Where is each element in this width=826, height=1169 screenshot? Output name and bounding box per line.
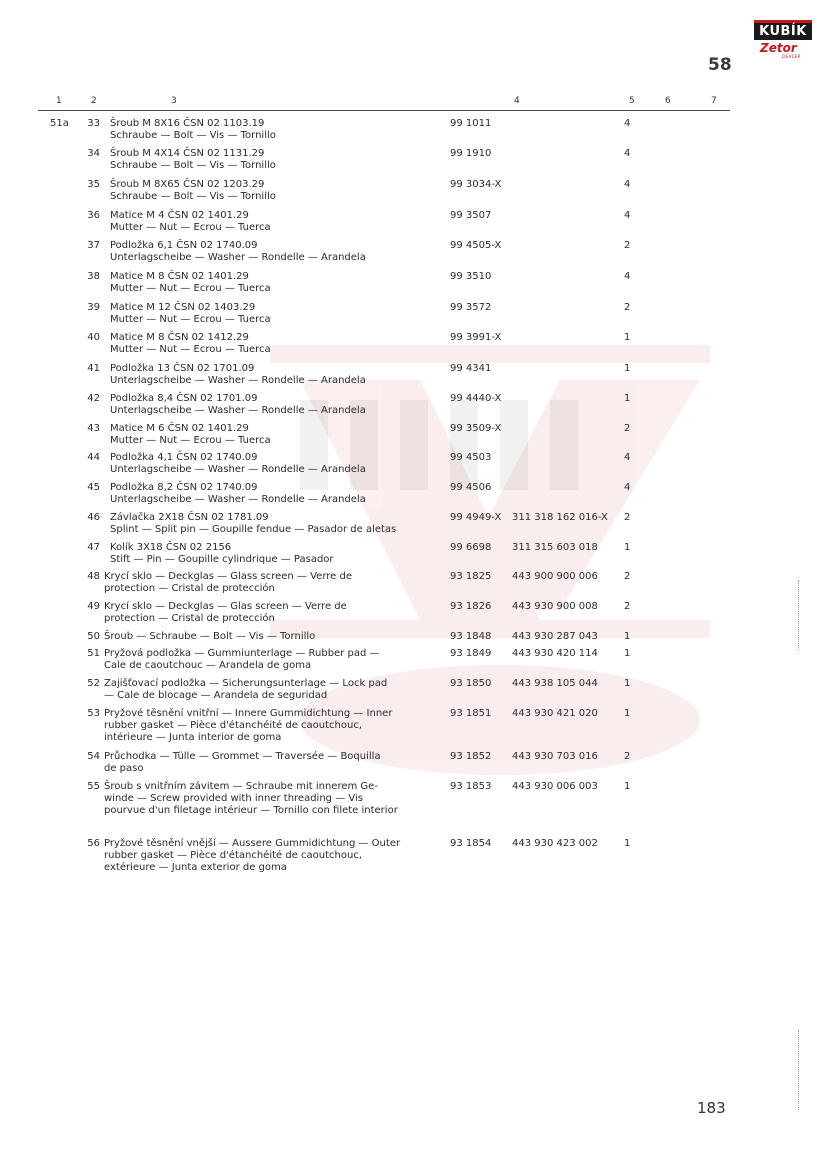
- part-number: 93 1854: [450, 838, 492, 849]
- part-description: [110, 302, 440, 326]
- alt-part-number: 443 930 420 114: [512, 648, 598, 659]
- description-line: extérieure — Junta exterior de goma: [104, 862, 287, 873]
- quantity: 2: [624, 571, 631, 582]
- position-number: 51: [87, 648, 100, 659]
- quantity: 1: [624, 678, 631, 689]
- part-number: 99 1910: [450, 148, 492, 159]
- alt-part-number: 443 930 900 008: [512, 601, 598, 612]
- part-description: [110, 179, 440, 203]
- description-line: Zajišťovací podložka — Sicherungsunterlage — Lock pad: [104, 678, 388, 689]
- part-description: [110, 423, 440, 447]
- part-number: 93 1826: [450, 601, 492, 612]
- description-line: Splint — Split pin — Goupille fendue — Pasador de aletas: [110, 524, 397, 535]
- alt-part-number: 443 930 006 003: [512, 781, 598, 792]
- description-line: Cale de caoutchouc — Arandela de goma: [104, 660, 312, 671]
- position-number: 36: [87, 210, 100, 221]
- position-number: 33: [87, 118, 100, 129]
- part-description: [104, 678, 434, 702]
- quantity: 2: [624, 601, 631, 612]
- alt-part-number: 311 318 162 016-X: [512, 512, 608, 523]
- part-description: [110, 393, 440, 417]
- column-number: 5: [629, 96, 635, 106]
- quantity: 2: [624, 512, 631, 523]
- part-number: 99 4503: [450, 452, 492, 463]
- column-number: 2: [91, 96, 97, 106]
- description-line: Šroub M 4X14 ČSN 02 1131.29: [110, 148, 265, 159]
- column-number: 6: [665, 96, 671, 106]
- description-line: Schraube — Bolt — Vis — Tornillo: [110, 191, 276, 202]
- description-line: — Cale de blocage — Arandela de seguridad: [104, 690, 328, 701]
- part-description: [110, 482, 440, 506]
- quantity: 4: [624, 271, 631, 282]
- part-number: 93 1848: [450, 631, 492, 642]
- description-line: pourvue d'un filetage intérieur — Tornillo con filete interior: [104, 805, 398, 816]
- page-number-top: 58: [708, 55, 732, 75]
- quantity: 1: [624, 781, 631, 792]
- description-line: protection — Cristal de protección: [104, 583, 275, 594]
- part-number: 93 1850: [450, 678, 492, 689]
- position-number: 38: [87, 271, 100, 282]
- alt-part-number: 443 930 703 016: [512, 751, 598, 762]
- description-line: Kolík 3X18 ČSN 02 2156: [110, 542, 232, 553]
- part-number: 99 3507: [450, 210, 492, 221]
- description-line: Krycí sklo — Deckglas — Glas screen — Verre de: [104, 601, 347, 612]
- position-number: 47: [87, 542, 100, 553]
- description-line: Unterlagscheibe — Washer — Rondelle — Arandela: [110, 494, 366, 505]
- description-line: de paso: [104, 763, 144, 774]
- alt-part-number: 311 315 603 018: [512, 542, 598, 553]
- description-line: Šroub s vnitřním závitem — Schraube mit innerem Ge-: [104, 781, 378, 792]
- description-line: Mutter — Nut — Ecrou — Tuerca: [110, 435, 271, 446]
- position-number: 40: [87, 332, 100, 343]
- part-description: [104, 571, 434, 595]
- position-number: 52: [87, 678, 100, 689]
- description-line: Šroub M 8X16 ČSN 02 1103.19: [110, 118, 265, 129]
- part-number: 99 3991-X: [450, 332, 502, 343]
- part-number: 99 3510: [450, 271, 492, 282]
- alt-part-number: 443 930 421 020: [512, 708, 598, 719]
- description-line: Podložka 13 ČSN 02 1701.09: [110, 363, 255, 374]
- part-description: [110, 452, 440, 476]
- part-description: [110, 240, 440, 264]
- position-number: 50: [87, 631, 100, 642]
- description-line: winde — Screw provided with inner threading — Vis: [104, 793, 363, 804]
- description-line: Unterlagscheibe — Washer — Rondelle — Arandela: [110, 405, 366, 416]
- quantity: 2: [624, 240, 631, 251]
- description-line: Mutter — Nut — Ecrou — Tuerca: [110, 344, 271, 355]
- description-line: intérieure — Junta interior de goma: [104, 732, 282, 743]
- group-code: 51a: [50, 118, 69, 129]
- logo-tagline: DEALER: [782, 54, 801, 59]
- description-line: Schraube — Bolt — Vis — Tornillo: [110, 160, 276, 171]
- description-line: Podložka 8,4 ČSN 02 1701.09: [110, 393, 258, 404]
- description-line: Unterlagscheibe — Washer — Rondelle — Arandela: [110, 375, 366, 386]
- quantity: 4: [624, 452, 631, 463]
- position-number: 53: [87, 708, 100, 719]
- part-number: 99 3509-X: [450, 423, 502, 434]
- position-number: 45: [87, 482, 100, 493]
- position-number: 37: [87, 240, 100, 251]
- description-line: Pryžové těsnění vnější — Aussere Gummidichtung — Outer: [104, 838, 401, 849]
- position-number: 42: [87, 393, 100, 404]
- part-number: 99 3034-X: [450, 179, 502, 190]
- description-line: Podložka 8,2 ČSN 02 1740.09: [110, 482, 258, 493]
- position-number: 54: [87, 751, 100, 762]
- margin-mark: [798, 580, 801, 650]
- position-number: 41: [87, 363, 100, 374]
- quantity: 1: [624, 708, 631, 719]
- quantity: 1: [624, 542, 631, 553]
- column-number: 7: [711, 96, 717, 106]
- quantity: 4: [624, 148, 631, 159]
- part-description: [110, 271, 440, 295]
- column-numbers: [0, 96, 826, 110]
- position-number: 48: [87, 571, 100, 582]
- description-line: Matice M 12 ČSN 02 1403.29: [110, 302, 256, 313]
- quantity: 1: [624, 631, 631, 642]
- alt-part-number: 443 938 105 044: [512, 678, 598, 689]
- description-line: Pryžová podložka — Gummiunterlage — Rubber pad —: [104, 648, 380, 659]
- part-description: [104, 601, 434, 625]
- part-description: [110, 332, 440, 356]
- part-number: 99 4506: [450, 482, 492, 493]
- position-number: 39: [87, 302, 100, 313]
- part-description: [110, 542, 440, 566]
- position-number: 43: [87, 423, 100, 434]
- column-number: 1: [56, 96, 62, 106]
- part-description: [110, 210, 440, 234]
- quantity: 2: [624, 751, 631, 762]
- quantity: 4: [624, 118, 631, 129]
- part-number: 93 1853: [450, 781, 492, 792]
- part-description: [104, 631, 434, 643]
- alt-part-number: 443 930 287 043: [512, 631, 598, 642]
- quantity: 1: [624, 838, 631, 849]
- alt-part-number: 443 930 423 002: [512, 838, 598, 849]
- quantity: 1: [624, 363, 631, 374]
- part-number: 93 1825: [450, 571, 492, 582]
- description-line: Krycí sklo — Deckglas — Glass screen — Verre de: [104, 571, 352, 582]
- description-line: Matice M 8 ČSN 02 1401.29: [110, 271, 249, 282]
- description-line: Pryžové těsnění vnitřní — Innere Gummidichtung — Inner: [104, 708, 393, 719]
- part-number: 93 1852: [450, 751, 492, 762]
- alt-part-number: 443 900 900 006: [512, 571, 598, 582]
- description-line: Šroub — Schraube — Bolt — Vis — Tornillo: [104, 631, 316, 642]
- position-number: 46: [87, 512, 100, 523]
- part-number: 99 6698: [450, 542, 492, 553]
- description-line: Mutter — Nut — Ecrou — Tuerca: [110, 283, 271, 294]
- page-number-bottom: 183: [697, 1099, 726, 1117]
- position-number: 49: [87, 601, 100, 612]
- part-number: 99 4949-X: [450, 512, 502, 523]
- part-description: [110, 148, 440, 172]
- description-line: Schraube — Bolt — Vis — Tornillo: [110, 130, 276, 141]
- position-number: 34: [87, 148, 100, 159]
- logo-brand: KUBÍK: [754, 20, 812, 40]
- position-number: 44: [87, 452, 100, 463]
- quantity: 4: [624, 210, 631, 221]
- description-line: Šroub M 8X65 ČSN 02 1203.29: [110, 179, 265, 190]
- part-number: 99 4341: [450, 363, 492, 374]
- description-line: protection — Cristal de protección: [104, 613, 275, 624]
- description-line: Závlačka 2X18 ČSN 02 1781.09: [110, 512, 269, 523]
- logo-make: Zetor: [760, 41, 797, 55]
- margin-mark: [798, 1030, 801, 1110]
- part-description: [110, 363, 440, 387]
- quantity: 4: [624, 179, 631, 190]
- description-line: rubber gasket — Pièce d'étanchéité de caoutchouc,: [104, 720, 363, 731]
- part-description: [104, 648, 434, 672]
- part-description: [104, 751, 434, 775]
- quantity: 1: [624, 332, 631, 343]
- description-line: Matice M 6 ČSN 02 1401.29: [110, 423, 249, 434]
- dealer-logo: [752, 14, 814, 62]
- part-description: [110, 512, 440, 536]
- column-number: 4: [514, 96, 520, 106]
- description-line: Stift — Pin — Goupille cylindrique — Pasador: [110, 554, 334, 565]
- description-line: Podložka 4,1 ČSN 02 1740.09: [110, 452, 258, 463]
- part-number: 93 1849: [450, 648, 492, 659]
- position-number: 55: [87, 781, 100, 792]
- quantity: 4: [624, 482, 631, 493]
- part-description: [104, 781, 434, 817]
- position-number: 35: [87, 179, 100, 190]
- description-line: Matice M 4 ČSN 02 1401.29: [110, 210, 249, 221]
- header-rule: [38, 110, 730, 111]
- part-description: [104, 708, 434, 744]
- position-number: 56: [87, 838, 100, 849]
- description-line: rubber gasket — Pièce d'étanchéité de caoutchouc,: [104, 850, 363, 861]
- part-description: [110, 118, 440, 142]
- description-line: Podložka 6,1 ČSN 02 1740.09: [110, 240, 258, 251]
- description-line: Mutter — Nut — Ecrou — Tuerca: [110, 314, 271, 325]
- part-number: 93 1851: [450, 708, 492, 719]
- part-number: 99 3572: [450, 302, 492, 313]
- part-description: [104, 838, 434, 874]
- quantity: 2: [624, 302, 631, 313]
- column-number: 3: [171, 96, 177, 106]
- quantity: 1: [624, 393, 631, 404]
- part-number: 99 1011: [450, 118, 492, 129]
- quantity: 1: [624, 648, 631, 659]
- quantity: 2: [624, 423, 631, 434]
- part-number: 99 4505-X: [450, 240, 502, 251]
- description-line: Unterlagscheibe — Washer — Rondelle — Arandela: [110, 252, 366, 263]
- description-line: Matice M 8 ČSN 02 1412.29: [110, 332, 249, 343]
- description-line: Mutter — Nut — Ecrou — Tuerca: [110, 222, 271, 233]
- part-number: 99 4440-X: [450, 393, 502, 404]
- description-line: Průchodka — Tülle — Grommet — Traversée — Boquilla: [104, 751, 381, 762]
- description-line: Unterlagscheibe — Washer — Rondelle — Arandela: [110, 464, 366, 475]
